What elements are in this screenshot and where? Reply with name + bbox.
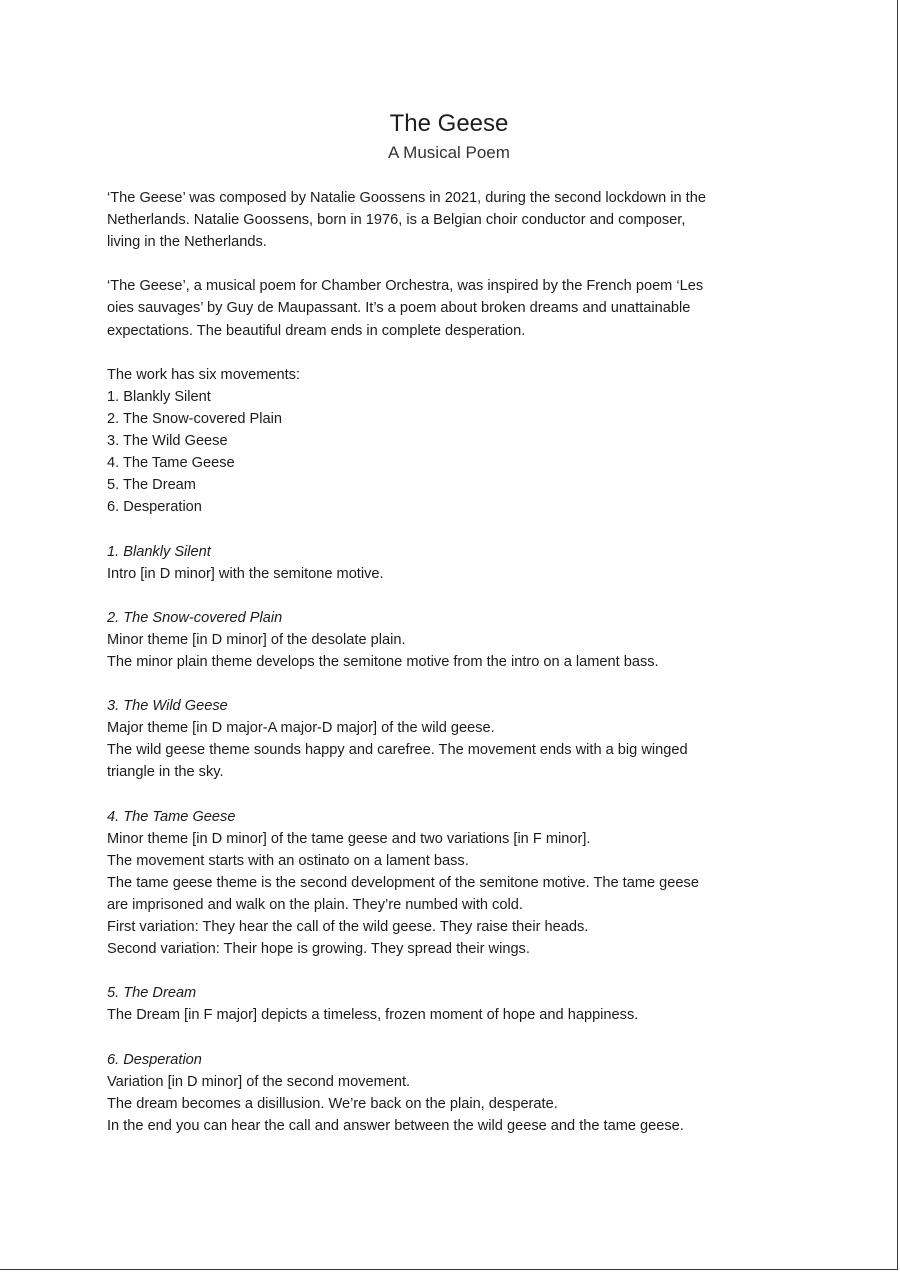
text-line: First variation: They hear the call of the wild geese. They raise their heads. xyxy=(107,919,589,936)
movement-section xyxy=(107,1049,797,1137)
movement-section xyxy=(107,607,797,673)
intro-paragraph xyxy=(107,187,797,253)
movement-list-item: 3. The Wild Geese xyxy=(107,433,228,450)
text-line: The Dream [in F major] depicts a timeless, frozen moment of hope and happiness. xyxy=(107,1007,639,1024)
movement-heading: 6. Desperation xyxy=(107,1051,202,1068)
text-line: Second variation: Their hope is growing. They spread their wings. xyxy=(107,941,530,958)
movement-list-item: 4. The Tame Geese xyxy=(107,455,235,472)
text-line: are imprisoned and walk on the plain. They’re numbed with cold. xyxy=(107,897,523,913)
text-line: ‘The Geese’, a musical poem for Chamber Orchestra, was inspired by the French poem ‘Les xyxy=(107,278,704,295)
text-line: The dream becomes a disillusion. We’re back on the plain, desperate. xyxy=(107,1095,558,1112)
movement-list-item: 5. The Dream xyxy=(107,477,196,494)
text-line: The minor plain theme develops the semitone motive from the intro on a lament bass. xyxy=(107,653,659,670)
text-line: Netherlands. Natalie Goossens, born in 1976, is a Belgian choir conductor and composer, xyxy=(107,212,686,229)
text-line: Intro [in D minor] with the semitone motive. xyxy=(107,565,384,582)
text-line: expectations. The beautiful dream ends in complete desperation. xyxy=(107,322,526,339)
text-line: Minor theme [in D minor] of the tame geese and two variations [in F minor]. xyxy=(107,830,591,847)
text-line: The tame geese theme is the second development of the semitone motive. The tame geese xyxy=(107,874,699,891)
document-body xyxy=(107,187,797,1159)
text-line: oies sauvages’ by Guy de Maupassant. It’s a poem about broken dreams and unattainable xyxy=(107,300,691,317)
movement-heading: 4. The Tame Geese xyxy=(107,808,236,825)
movement-heading: 3. The Wild Geese xyxy=(107,698,228,715)
movement-section xyxy=(107,982,797,1026)
text-line: The wild geese theme sounds happy and carefree. The movement ends with a big winged xyxy=(107,742,688,759)
movement-section xyxy=(107,695,797,783)
movement-section xyxy=(107,806,797,961)
movement-heading: 1. Blankly Silent xyxy=(107,543,211,560)
movement-heading: 5. The Dream xyxy=(107,985,197,1002)
text-line: The movement starts with an ostinato on a lament bass. xyxy=(107,852,469,869)
movement-heading: 2. The Snow-covered Plain xyxy=(107,609,283,626)
movement-list xyxy=(107,364,797,519)
movement-section xyxy=(107,541,797,585)
text-line: Major theme [in D major-A major-D major] of the wild geese. xyxy=(107,720,495,737)
text-line: triangle in the sky. xyxy=(107,764,224,781)
text-line: ‘The Geese’ was composed by Natalie Goossens in 2021, during the second lockdown in the xyxy=(107,190,706,206)
text-line: living in the Netherlands. xyxy=(107,234,267,251)
document-title: The Geese xyxy=(389,110,509,137)
movement-list-item: 1. Blankly Silent xyxy=(107,388,211,405)
movement-list-item: 6. Desperation xyxy=(107,499,202,516)
movement-list-heading: The work has six movements: xyxy=(107,366,301,383)
text-line: In the end you can hear the call and answer between the wild geese and the tame geese. xyxy=(107,1117,684,1134)
document-header xyxy=(0,108,898,166)
movement-list-item: 2. The Snow-covered Plain xyxy=(107,410,282,427)
text-line: Variation [in D minor] of the second movement. xyxy=(107,1073,411,1090)
text-line: Minor theme [in D minor] of the desolate plain. xyxy=(107,631,406,648)
document-subtitle: A Musical Poem xyxy=(388,143,510,162)
intro-paragraph xyxy=(107,275,797,341)
